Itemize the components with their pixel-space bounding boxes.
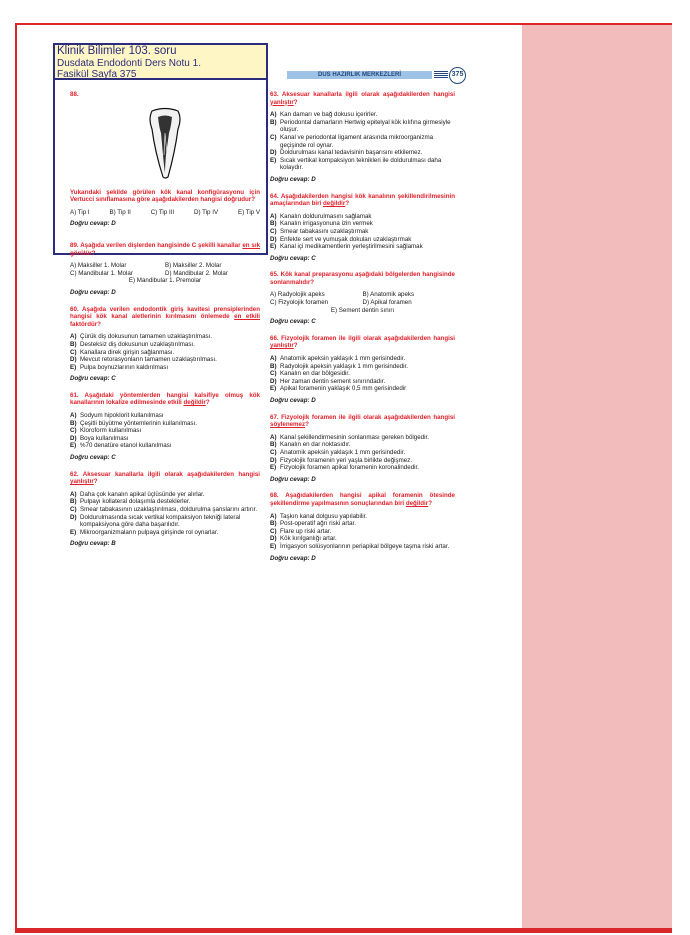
header-brand: DUS HAZIRLIK MERKEZLERİ [318, 72, 401, 78]
question-63: 63. Aksesuar kanallarla ilgili olarak aşağıdakilerden hangisi yanlıştır? A) Kan damarı ve bağ dokusu içerirler. B) Periodontal damarların Hertwig epitelyal kök kılıfına girmesiyle oluşur. C) Kanal ve periodontal ligament arasında mikroorganizma geçişinde rol oynar. D) Doldurulması kanal tedavisinin başarısını etkilemez. E) Sıcak vertikal kompaksiyon teknikleri ile doldurulması daha kolaydır. Doğru cevap: D [270, 91, 455, 183]
option-c: C) Smear tabakasını uzaklaştırmak [270, 227, 369, 235]
question-65 [270, 271, 455, 326]
option-b: B) Periodontal damarların Hertwig epitelyal kök kılıfına girmesiyle oluşur. [270, 118, 451, 134]
page-frame [15, 23, 672, 933]
question-88 [70, 91, 260, 228]
answer: Doğru cevap: C [70, 454, 116, 462]
page-header [287, 69, 467, 81]
answer: Doğru cevap: D [270, 475, 316, 483]
header-brand-bar [287, 71, 432, 79]
option-b: B) Desteksiz diş dokusunun uzaklaştırılması. [70, 340, 195, 348]
option-a: A) Maksiller 1. Molar [70, 262, 127, 270]
option-e: E) Kanal içi medikamentlerin yerleştirilmesini sağlamak [270, 243, 423, 251]
option-a: A) Daha çok kanalın apikal üçlüsünde yer alırlar. [70, 490, 205, 498]
option-a: A) Anatomik apeksin yaklaşık 1 mm gerisindedir. [270, 355, 406, 363]
option-d: D) Tip IV [194, 208, 219, 216]
option-d: D) Her zaman dentin sement sınırındadır. [270, 377, 386, 385]
option-c: C) Kanallara direk girişin sağlanması. [70, 348, 175, 356]
option-a: A) Tip I [70, 208, 90, 216]
question-89: 89. Aşağıda verilen dişlerden hangisinde C şekilli kanallar en sık görülür? A) Maksiller 1. Molar B) Maksiller 2. Molar C) Mandibular 1. Molar D) Mandibular 2. Molar E) Mandibular 1. Premolar Doğru cevap: D [70, 241, 261, 296]
option-c: C) Anatomik apeksin yaklaşık 1 mm gerisindedir. [270, 448, 406, 456]
option-d: D) Doldurulması kanal tedavisinin başarısını etkilemez. [270, 149, 423, 157]
option-d: D) Boya kullanılması [70, 434, 129, 442]
tooth-diagram [144, 107, 186, 179]
option-d: D) Mandibular 2. Molar [165, 269, 228, 277]
option-b: B) Kanalın en dar noktasıdır. [270, 441, 351, 449]
answer: Doğru cevap: D [270, 175, 316, 183]
option-a: A) Çürük diş dokusunun tamamen uzaklaştırılması. [70, 333, 213, 341]
question-60: 60. Aşağıda verilen endodontik giriş kavitesi prensiplerinden hangisi kök kanal aletlerinin kırılmasını önlemede en etkili faktördür? A) Çürük diş dokusunun tamamen uzaklaştırılması. B) Desteksiz diş dokusunun uzaklaştırılması. C) Kanallara direk girişin sağlanması. D) Mevcut retorasyonların tamamen uzaklaştırılması. E) Pulpa boynuzlarının kaldırılması Doğru cevap: C [70, 305, 260, 383]
option-c: C) Kloroform kullanılması [70, 427, 142, 435]
answer: Doğru cevap: B [70, 540, 116, 548]
option-e: E) Mikroorganizmaların pulpaya girişinde rol oynarlar. [70, 528, 219, 536]
question-64: 64. Aşağıdakilerden hangisi kök kanalının şekillendirilmesinin amaçlarından biri değildir? A) Kanalın doldurulmasını sağlamak B) Kanalın irrigasyonuna izin vermek C) Smear tabakasını uzaklaştırmak D) Enfekte sert ve yumuşak dokuları uzaklaştırmak E) Kanal içi medikamentlerin yerleştirilmesini sağlamak Doğru cevap: C [270, 192, 455, 262]
option-d: D) Fizyolojik foramenin yeri yaşla birlikte değişmez. [270, 456, 413, 464]
question-88-text: Yukarıdaki şekilde görülen kök kanal konfigürasyonu için Vertucci sınıflamasına göre aşağıdakilerden hangisi doğrudur? [70, 188, 260, 204]
option-b: B) Tip II [109, 208, 131, 216]
option-c: C) Flare up riski artar. [270, 527, 332, 535]
answer: Doğru cevap: C [270, 318, 316, 326]
option-c: C) Smear tabakasının uzaklaştırılması, doldurulma şanslarını artırır. [70, 506, 258, 513]
option-d: D) Mevcut retorasyonların tamamen uzaklaştırılması. [70, 356, 217, 364]
option-e: E) Tip V [237, 208, 260, 216]
option-a: A) Radyolojik apeks [270, 291, 325, 299]
option-c: C) Tip III [150, 208, 175, 216]
option-e: E) Mandibular 1. Premolar [128, 277, 202, 285]
header-lines [434, 71, 448, 79]
source-info-box [53, 43, 268, 80]
option-e: E) İrrigasyon solüsyonlarının periapikal bölgeye taşma riski artar. [270, 542, 450, 550]
option-c: C) Fizyolojik foramen [270, 299, 329, 307]
option-e: E) Sement dentin sınırı [330, 306, 395, 314]
option-d: D) Enfekte sert ve yumuşak dokuları uzaklaştırmak [270, 235, 412, 243]
answer: Doğru cevap: D [270, 397, 316, 404]
option-e: E) Pulpa boynuzlarının kaldırılması [70, 363, 169, 371]
option-a: A) Kanal şekillendirmesinin sonlanması gereken bölgedir. [270, 433, 429, 441]
option-e: E) Fizyolojik foramen apikal foramenin koronalindedir. [270, 464, 419, 472]
option-a: A) Taşkın kanal dolgusu yapılabilir. [270, 512, 368, 520]
question-88-number: 88. [70, 91, 79, 98]
question-66: 66. Fizyolojik foramen ile ilgili olarak aşağıdakilerden hangisi yanlıştır? A) Anatomik apeksin yaklaşık 1 mm gerisindedir. B) Radyolojik apeksin yaklaşık 1 mm gerisindedir. C) Kanalın en dar bölgesidir. D) Her zaman dentin sement sınırındadır. E) Apikal foramenin yaklaşık 0,5 mm gerisindedir Doğru cevap: D [270, 334, 455, 404]
question-67: 67. Fizyolojik foramen ile ilgili olarak aşağıdakilerden hangisi söylenemez? A) Kanal şekillendirmesinin sonlanması gereken bölgedir. B) Kanalın en dar noktasıdır. C) Anatomik apeksin yaklaşık 1 mm gerisindedir. D) Fizyolojik foramenin yeri yaşla birlikte değişmez. E) Fizyolojik foramen apikal foramenin koronalindedir. Doğru cevap: D [270, 413, 455, 483]
info-line-2: Dusdata Endodonti Ders Notu 1. [57, 58, 201, 69]
answer: Doğru cevap: D [70, 220, 116, 228]
option-b: B) Pulpayı kollateral dolaşımla desteklerler. [70, 498, 191, 506]
option-b: B) Maksiller 2. Molar [165, 262, 222, 270]
right-column [270, 91, 455, 571]
info-line-3: Fasikül Sayfa 375 [57, 69, 137, 80]
question-62: 62. Aksesuar kanallarla ilgili olarak aşağıdakilerden hangisi yanlıştır? A) Daha çok kanalın apikal üçlüsünde yer alırlar. B) Pulpayı kollateral dolaşımla desteklerler. C) Smear tabakasının uzaklaştırılması, doldurulma şanslarını artırır. D) Doldurulmasında sıcak vertikal kompaksiyon tekniği lateral kompaksiyona göre daha başarılıdır. E) Mikroorganizmaların pulpaya girişinde rol oynarlar. Doğru cevap: B [70, 470, 260, 548]
answer: Doğru cevap: D [70, 288, 116, 296]
option-d: D) Kök kırılganlığı artar. [270, 535, 337, 543]
option-c: C) Kanalın en dar bölgesidir. [270, 370, 350, 378]
option-b: B) Anatomik apeks [362, 291, 415, 299]
option-c: C) Kanal ve periodontal ligament arasında mikroorganizma geçişinde rol oynar. [270, 133, 434, 149]
page-margin-strip [522, 25, 672, 928]
option-a: A) Sodyum hipoklorit kullanılması [70, 412, 164, 420]
option-e: E) Sıcak vertikal kompaksiyon teknikleri ile doldurulması daha kolaydır. [270, 156, 442, 172]
page-number: 375 [449, 67, 466, 84]
option-d: D) Doldurulmasında sıcak vertikal kompaksiyon tekniği lateral kompaksiyona göre daha başarılıdır. [70, 513, 241, 529]
answer: Doğru cevap: D [270, 554, 316, 562]
question-65-text: 65. Kök kanal preparasyonu aşağıdaki bölgelerden hangisinde sonlanmalıdır? [270, 271, 455, 286]
question-65-options [270, 291, 455, 306]
option-c: C) Mandibular 1. Molar [70, 269, 133, 277]
option-e: E) %70 denatüre etanol kullanılması [70, 442, 172, 450]
question-61: 61. Aşağıdaki yöntemlerden hangisi kalsifiye olmuş kök kanallarının lokalize edilmesinde etkili değildir? A) Sodyum hipoklorit kullanılması B) Çeşitli büyütme yöntemlerinin kullanılması. C) Kloroform kullanılması D) Boya kullanılması E) %70 denatüre etanol kullanılması Doğru cevap: C [70, 391, 260, 462]
answer: Doğru cevap: C [270, 254, 316, 262]
question-68: 68. Aşağıdakilerden hangisi apikal foramenin ötesinde şekillendirme yapılmasının sonuçlarından biri değildir? A) Taşkın kanal dolgusu yapılabilir. B) Post-operatif ağrı riski artar. C) Flare up riski artar. D) Kök kırılganlığı artar. E) İrrigasyon solüsyonlarının periapikal bölgeye taşma riski artar. Doğru cevap: D [270, 492, 455, 562]
question-89-options [70, 262, 260, 277]
option-a: A) Kan damarı ve bağ dokusu içerirler. [270, 111, 378, 119]
left-column [70, 91, 260, 557]
info-line-1: Klinik Bilimler 103. soru [57, 45, 177, 57]
option-a: A) Kanalın doldurulmasını sağlamak [270, 212, 372, 220]
option-e: E) Apikal foramenin yaklaşık 0,5 mm gerisindedir [270, 385, 407, 393]
option-b: B) Radyolojik apeksin yaklaşık 1 mm gerisindedir. [270, 362, 408, 370]
option-b: B) Çeşitli büyütme yöntemlerinin kullanılması. [70, 419, 197, 427]
option-d: D) Apikal foramen [362, 299, 412, 307]
answer: Doğru cevap: C [70, 375, 116, 383]
option-b: B) Post-operatif ağrı riski artar. [270, 520, 356, 528]
option-b: B) Kanalın irrigasyonuna izin vermek [270, 220, 373, 228]
question-88-options [70, 209, 260, 217]
